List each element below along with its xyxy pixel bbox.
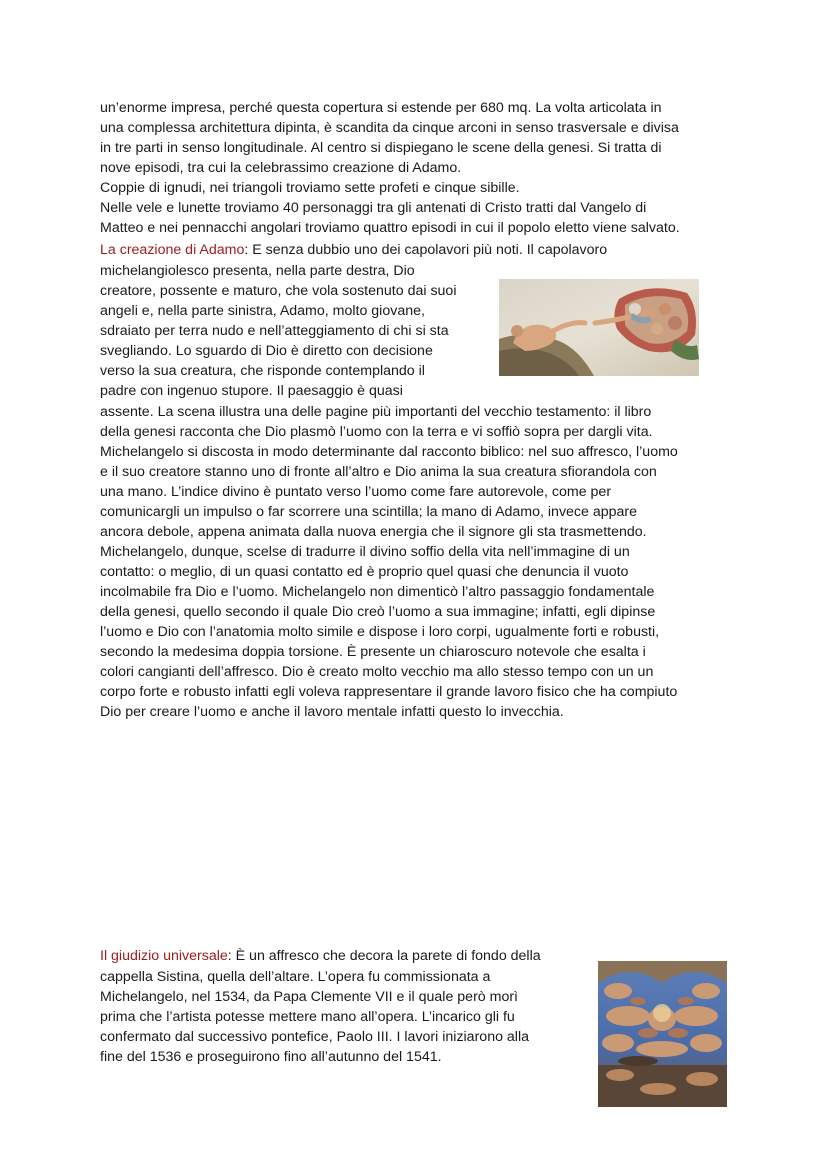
text-line: secondo la medesima doppia torsione. È presente un chiaroscuro notevole che esalta i (100, 644, 646, 660)
text-line: colori cangianti dell’affresco. Dio è creato molto vecchio ma allo stesso tempo con un un (100, 664, 654, 680)
text-line: Michelangelo si discosta in modo determinante dal racconto biblico: nel suo affresco, l’uomo (100, 444, 678, 460)
text-line: Michelangelo, nel 1534, da Papa Clemente VII e il quale però morì (100, 989, 518, 1005)
text-line: contatto: o meglio, di un quasi contatto ed è proprio quel quasi che denuncia il vuoto (100, 564, 629, 580)
text-line: svegliando. Lo sguardo di Dio è diretto con decisione (100, 343, 433, 359)
text-line: ancora debole, appena animata dalla nuova energia che il signore gli sta trasmettendo. (100, 524, 647, 540)
section-heading-giudizio: Il giudizio universale (100, 948, 228, 964)
text-line: michelangiolesco presenta, nella parte destra, Dio (100, 263, 415, 279)
text-line: padre con ingenuo stupore. Il paesaggio è quasi (100, 383, 403, 399)
section-heading-line (100, 946, 541, 966)
text-line: comunicargli un impulso o far scorrere una scintilla; la mano di Adamo, invece appare (100, 504, 638, 520)
section-heading-line (100, 240, 607, 260)
text-line: Nelle vele e lunette troviamo 40 personaggi tra gli antenati di Cristo tratti dal Vangelo di (100, 200, 647, 216)
text-line: Michelangelo, dunque, scelse di tradurre il divino soffio della vita nell’immagine di un (100, 544, 630, 560)
text-line: verso la sua creatura, che risponde contemplando il (100, 363, 425, 379)
section-heading-creazione: La creazione di Adamo (100, 242, 245, 258)
text-line: incolmabile fra Dio e l’uomo. Michelangelo non dimenticò l’altro passaggio fondamentale (100, 584, 655, 600)
text-line: creatore, possente e maturo, che vola sostenuto dai suoi (100, 283, 457, 299)
text-line: assente. La scena illustra una delle pagine più importanti del vecchio testamento: il libro (100, 404, 652, 420)
text-line: e il suo creatore stanno uno di fronte all’altro e Dio anima la sua creatura sfiorandola con (100, 464, 657, 480)
text-line: in tre parti in senso longitudinale. Al centro si dispiegano le scene della genesi. Si tratta di (100, 140, 662, 156)
text-line: cappella Sistina, quella dell’altare. L’opera fu commissionata a (100, 969, 491, 985)
text-line: confermato dal successivo pontefice, Paolo III. I lavori iniziarono alla (100, 1029, 529, 1045)
text-line: della genesi, quello secondo il quale Dio creò l’uomo a sua immagine; infatti, egli dipinse (100, 604, 656, 620)
text-line: un’enorme impresa, perché questa copertura si estende per 680 mq. La volta articolata in (100, 100, 662, 116)
text-line: prima che l’artista potesse mettere mano all’opera. L’incarico gli fu (100, 1009, 515, 1025)
text-line: Coppie di ignudi, nei triangoli troviamo sette profeti e cinque sibille. (100, 180, 520, 196)
text-line: angeli e, nella parte sinistra, Adamo, molto giovane, (100, 303, 425, 319)
text-line: Dio per creare l’uomo e anche il lavoro mentale infatti questo lo invecchia. (100, 704, 564, 720)
text-line: della genesi racconta che Dio plasmò l’uomo con la terra e vi soffiò sopra per dargli vita. (100, 424, 653, 440)
text-line: corpo forte e robusto infatti egli voleva rappresentare il grande lavoro fisico che ha compiuto (100, 684, 678, 700)
creation-of-adam-image (499, 279, 699, 376)
text-line: una mano. L’indice divino è puntato verso l’uomo come fare autorevole, come per (100, 484, 612, 500)
text-line: l’uomo e Dio con l’anatomia molto simile e dispose i loro corpi, ugualmente forti e robusti, (100, 624, 660, 640)
text-line: nove episodi, tra cui la celebrassimo creazione di Adamo. (100, 160, 462, 176)
heading-rest-text: : È un affresco che decora la parete di fondo della (227, 948, 541, 964)
text-line: fine del 1536 e proseguirono fino all’autunno del 1541. (100, 1049, 442, 1065)
text-line: sdraiato per terra nudo e nell’atteggiamento di chi si sta (100, 323, 449, 339)
heading-rest-text: : E senza dubbio uno dei capolavori più noti. Il capolavoro (244, 242, 608, 258)
last-judgment-image (598, 961, 727, 1107)
text-line: Matteo e nei pennacchi angolari troviamo quattro episodi in cui il popolo eletto viene salvato. (100, 220, 680, 236)
text-line: una complessa architettura dipinta, è scandita da cinque arconi in senso trasversale e divisa (100, 120, 679, 136)
